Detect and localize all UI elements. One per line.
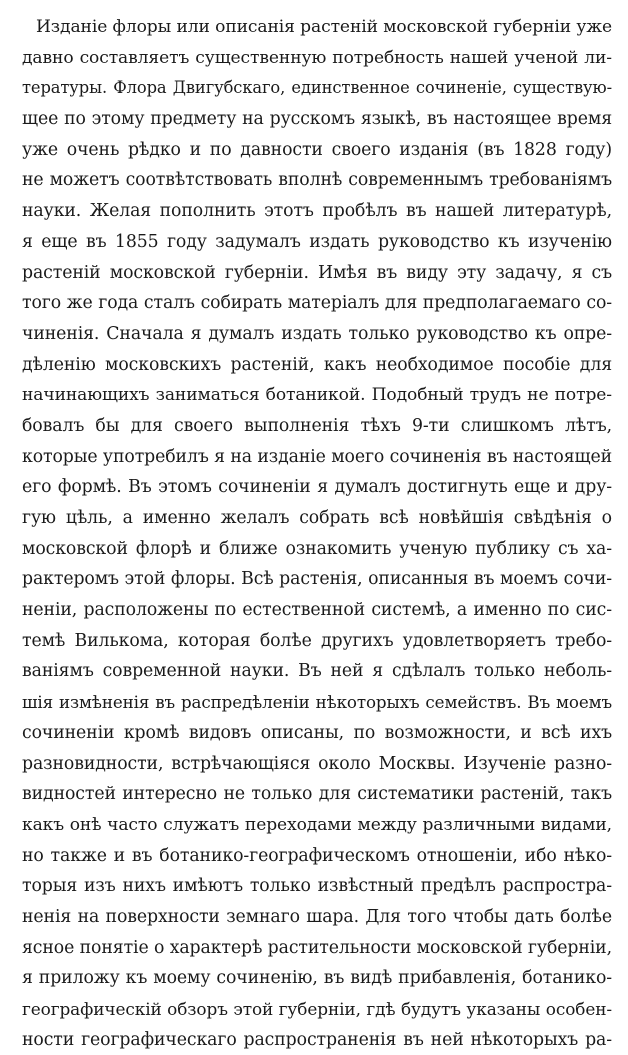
text-line: щее по этому предмету на русскомъ языкѣ, въ настоящее время — [22, 109, 612, 130]
text-line: московской флорѣ и ближе ознакомить ученую публику съ ха- — [22, 538, 612, 559]
text-line: уже очень рѣдко и по давности своего изданія (въ 1828 году) — [22, 139, 612, 160]
text-line: темѣ Вилькома, которая болѣе другихъ удовлетворяетъ требо- — [22, 630, 612, 651]
text-line: сочиненіи кромѣ видовъ описаны, по возможности, и всѣ ихъ — [22, 722, 612, 743]
text-line: тературы. Флора Двигубскаго, единственное сочиненіе, существую- — [22, 78, 612, 98]
text-line: растеній московской губерніи. Имѣя въ виду эту задачу, я съ — [22, 262, 612, 283]
text-line: давно составляетъ существенную потребность нашей ученой ли- — [22, 47, 612, 68]
text-line: я еще въ 1855 году задумалъ издать руководство къ изученію — [22, 231, 612, 252]
text-line: начинающихъ заниматься ботаникой. Подобный трудъ не потре- — [22, 385, 612, 406]
text-line: ненія на поверхности земнаго шара. Для того чтобы дать болѣе — [22, 906, 612, 927]
text-line: шія измѣненія въ распредѣленіи нѣкоторыхъ семействъ. Въ моемъ — [22, 692, 612, 713]
text-line: того же года сталъ собирать матеріалъ для предполагаемаго со- — [22, 293, 612, 314]
text-line: не можетъ соотвѣтствовать вполнѣ современнымъ требованіямъ — [22, 170, 612, 191]
body-text — [22, 12, 612, 1055]
text-line: рактеромъ этой флоры. Всѣ растенія, описанныя въ моемъ сочи- — [22, 569, 612, 590]
text-line: его формѣ. Въ этомъ сочиненіи я думалъ достигнуть еще и дру- — [22, 477, 612, 498]
text-line: разновидности, встрѣчающіяся около Москвы. Изученіе разно- — [22, 753, 612, 774]
text-line: которые употребилъ я на изданіе моего сочиненія въ настоящей — [22, 446, 612, 467]
text-line: какъ онѣ часто служатъ переходами между различными видами, — [22, 814, 612, 835]
text-line: видностей интересно не только для систематики растеній, такъ — [22, 784, 612, 805]
text-line: географическій обзоръ этой губерніи, гдѣ будутъ указаны особен- — [22, 999, 612, 1019]
text-line: торыя изъ нихъ имѣютъ только извѣстный предѣлъ распростра- — [22, 876, 612, 897]
text-line: ясное понятіе о характерѣ растительности московской губерніи, — [22, 937, 612, 958]
text-line: дѣленію московскихъ растеній, какъ необходимое пособіе для — [22, 354, 612, 375]
text-line: гую цѣль, а именно желалъ собрать всѣ новѣйшія свѣдѣнія о — [22, 508, 612, 528]
text-line: ваніямъ современной науки. Въ ней я сдѣлалъ только неболь- — [22, 661, 612, 682]
text-line: ности географическаго распространенія въ ней нѣкоторыхъ ра- — [22, 1029, 612, 1050]
text-line: но также и въ ботанико-географическомъ отношеніи, ибо нѣко- — [22, 845, 612, 866]
text-line: науки. Желая пополнить этотъ пробѣлъ въ нашей литературѣ, — [22, 201, 612, 222]
text-line: я приложу къ моему сочиненію, въ видѣ прибавленія, ботанико- — [22, 968, 612, 989]
text-line: неніи, расположены по естественной системѣ, а именно по сис- — [22, 600, 612, 621]
text-line: бовалъ бы для своего выполненія тѣхъ 9-ти слишкомъ лѣтъ, — [22, 415, 612, 436]
text-line: чиненія. Сначала я думалъ издать только руководство къ опре- — [22, 323, 612, 344]
text-line: Изданіе флоры или описанія растеній московской губерніи уже — [36, 17, 612, 37]
